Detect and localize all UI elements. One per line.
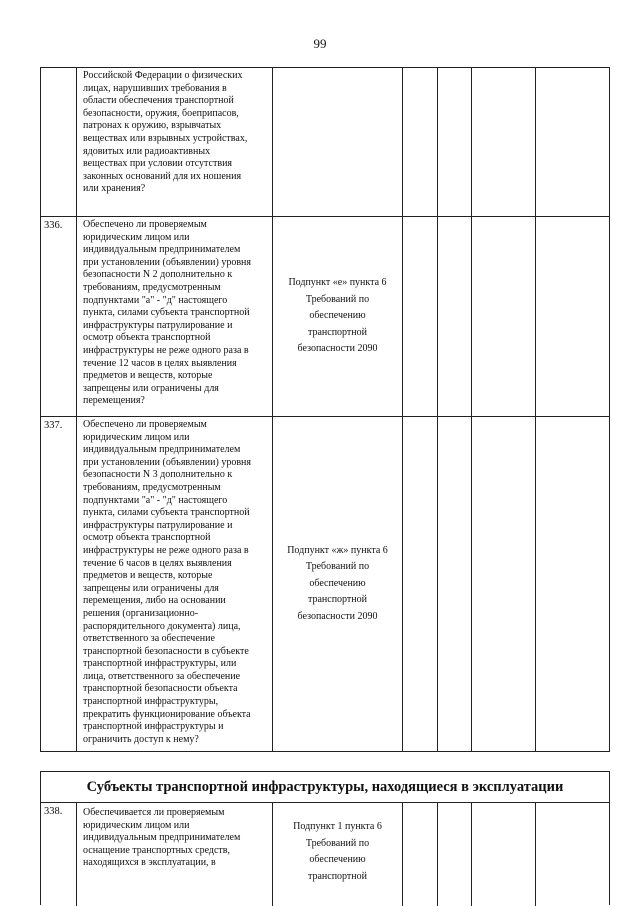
table-row — [41, 217, 609, 417]
legal-reference — [273, 68, 403, 216]
row-number: 338. — [41, 803, 77, 906]
row-number: 337. — [41, 417, 77, 751]
notes-cell — [536, 417, 609, 751]
question-text: Обеспечено ли проверяемым юридическим лицом или индивидуальным предпринимателем при установлении (объявлении) уровня безопасности N 2 дополнительно к требованиям, предусмотренным подпунктами "а" - "д" настоящего пункта, силами субъекта транспортной инфраструктуры патрулирование и осмотр объекта транспортной инфраструктуры не реже одного раза в течение 12 часов в целях выявления предметов и веществ, которые запрещены или ограничены для перемещения? — [77, 217, 273, 416]
answer-yes-cell — [403, 417, 438, 751]
legal-reference: Подпункт 1 пункта 6 Требований по обеспечению транспортной — [273, 803, 403, 906]
table-row — [41, 417, 609, 751]
notes-cell — [536, 803, 609, 906]
section-heading: Субъекты транспортной инфраструктуры, находящиеся в эксплуатации — [40, 771, 610, 803]
table-row — [41, 803, 609, 906]
checklist-table — [40, 67, 610, 752]
row-number — [41, 68, 77, 216]
legal-reference: Подпункт «ж» пункта 6 Требований по обеспечению транспортной безопасности 2090 — [273, 417, 403, 751]
notes-cell — [536, 217, 609, 416]
answer-yes-cell — [403, 68, 438, 216]
question-text: Обеспечено ли проверяемым юридическим лицом или индивидуальным предпринимателем при установлении (объявлении) уровня безопасности N 3 дополнительно к требованиям, предусмотренным подпунктами "а" - "д" настоящего пункта, силами субъекта транспортной инфраструктуры патрулирование и осмотр объекта транспортной инфраструктуры не реже одного раза в течение 6 часов в целях выявления предметов и веществ, которые запрещены или ограничены для перемещения, либо на основании решения (организационно- распорядительного документа) лица, ответственного за обеспечение транспортной безопасности в субъекте транспортной инфраструктуры, или лица, ответственного за обеспечение транспортной безопасности объекта транспортной инфраструктуры, прекратить функционирование объекта транспортной инфраструктуры и ограничить доступ к нему? — [77, 417, 273, 751]
answer-na-cell — [472, 417, 536, 751]
answer-na-cell — [472, 68, 536, 216]
page-number: 99 — [313, 36, 327, 51]
answer-no-cell — [438, 217, 472, 416]
notes-cell — [536, 68, 609, 216]
row-number: 336. — [41, 217, 77, 416]
answer-na-cell — [472, 803, 536, 906]
answer-yes-cell — [403, 217, 438, 416]
question-text: Российской Федерации о физических лицах, нарушивших требования в области обеспечения транспортной безопасности, оружия, боеприпасов, патронах к оружию, взрывчатых веществах или взрывных устройствах, ядовитых или радиоактивных веществах при условии отсутствия законных оснований для их ношения или хранения? — [77, 68, 273, 216]
answer-no-cell — [438, 68, 472, 216]
answer-yes-cell — [403, 803, 438, 906]
question-text: Обеспечивается ли проверяемым юридическим лицом или индивидуальным предпринимателем оснащение транспортных средств, находящихся в эксплуатации, в — [77, 803, 273, 906]
answer-no-cell — [438, 417, 472, 751]
answer-na-cell — [472, 217, 536, 416]
legal-reference: Подпункт «е» пункта 6 Требований по обеспечению транспортной безопасности 2090 — [273, 217, 403, 416]
checklist-table-continued — [40, 802, 610, 905]
answer-no-cell — [438, 803, 472, 906]
table-row — [41, 68, 609, 217]
